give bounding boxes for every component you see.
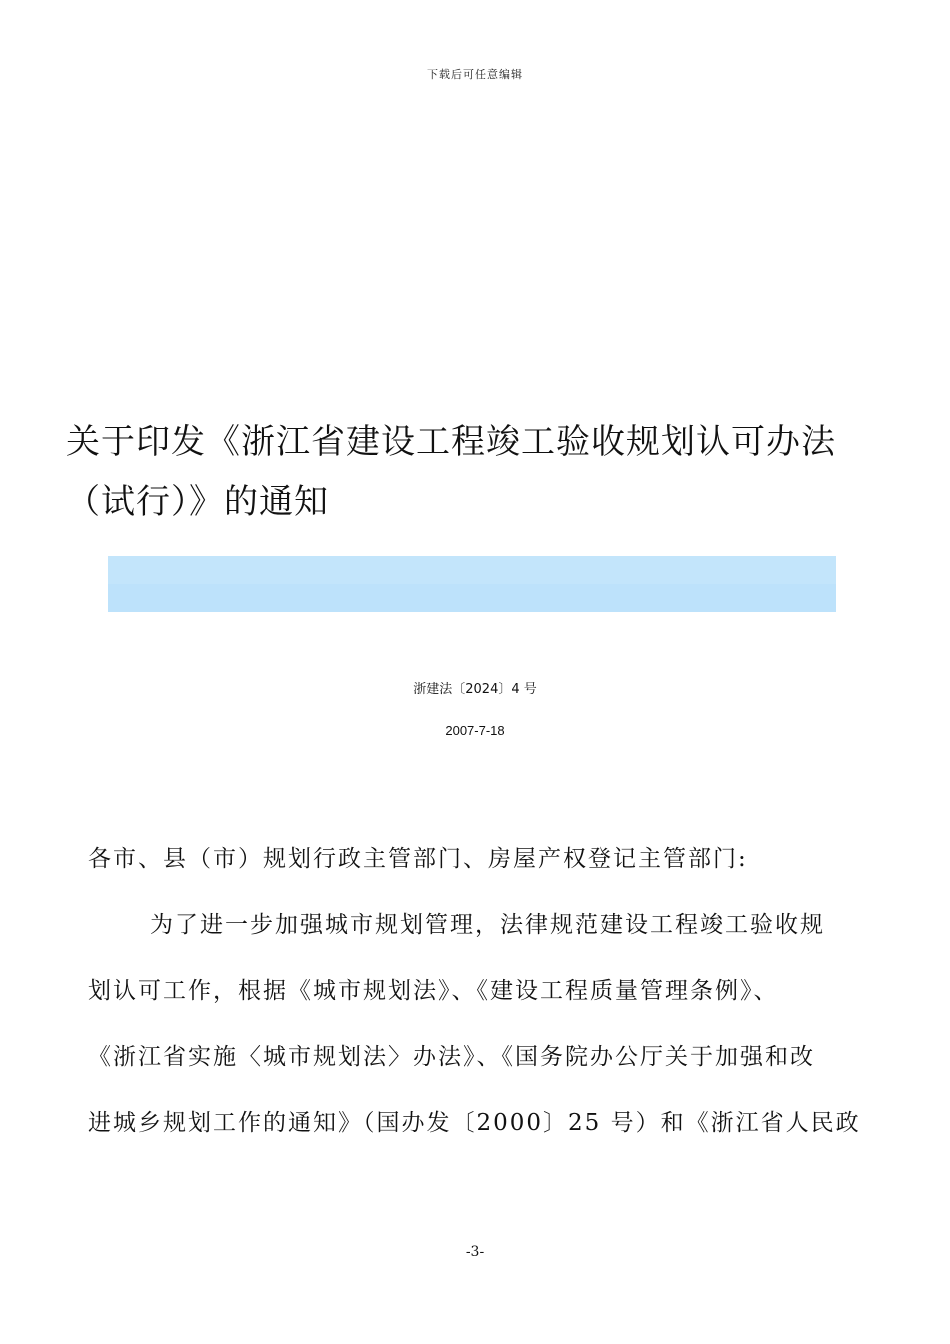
document-date: 2007-7-18 [445, 723, 505, 738]
body-line: 为了进一步加强城市规划管理，法律规范建设工程竣工验收规 [150, 912, 825, 938]
body-line: 进城乡规划工作的通知》（国办发〔2000〕25 号）和《浙江省人民政 [88, 1110, 861, 1136]
highlight-band [108, 556, 836, 612]
page-header: 下载后可任意编辑 [427, 68, 523, 81]
body-line: 划认可工作，根据《城市规划法》、《建设工程质量管理条例》、 [88, 978, 779, 1004]
page-number: -3- [465, 1244, 485, 1260]
title-line-1: 关于印发《浙江省建设工程竣工验收规划认可办法 [66, 422, 836, 462]
body-line: 《浙江省实施〈城市规划法〉办法》、《国务院办公厅关于加强和改 [88, 1044, 815, 1070]
document-number: 浙建法〔2024〕4 号 [413, 682, 537, 697]
highlight-band-top [108, 556, 836, 584]
title-line-2: （试行）》的通知 [66, 482, 329, 522]
document-body [88, 826, 868, 1156]
body-line-salutation: 各市、县（市）规划行政主管部门、房屋产权登记主管部门: [88, 846, 748, 872]
document-title [66, 412, 886, 532]
highlight-band-bottom [108, 584, 836, 612]
